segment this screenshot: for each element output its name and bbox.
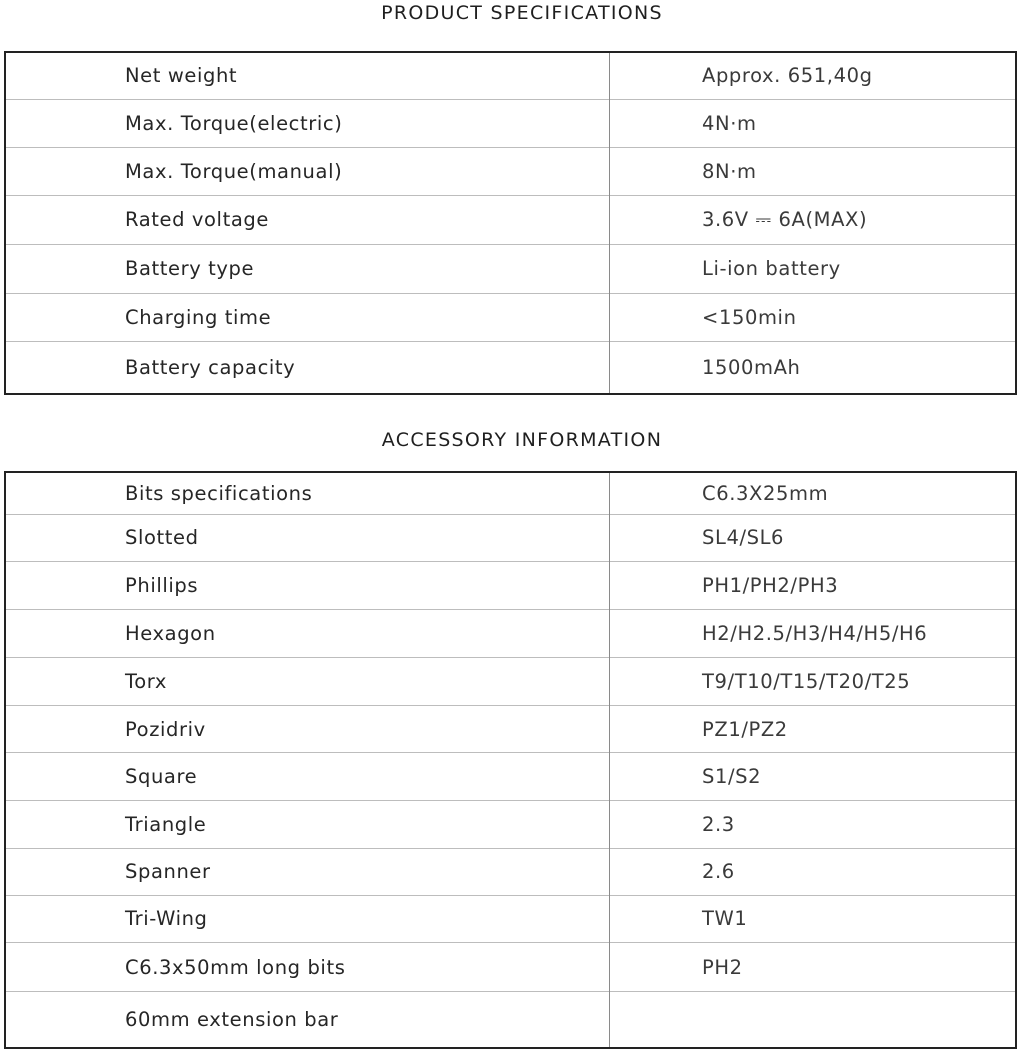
accessory-value: TW1 xyxy=(610,895,1017,942)
accessory-label: Spanner xyxy=(5,848,610,895)
accessory-label: Hexagon xyxy=(5,609,610,657)
accessory-value: 2.3 xyxy=(610,800,1017,848)
spec-value: 3.6V ⎓ 6A(MAX) xyxy=(610,196,1017,244)
accessory-label: Triangle xyxy=(5,800,610,848)
table-row xyxy=(5,992,1016,1048)
accessory-label: Bits specifications xyxy=(5,472,610,514)
table-row xyxy=(5,514,1016,561)
table-row xyxy=(5,99,1016,147)
product-specifications-table xyxy=(4,51,1017,395)
spec-label: Max. Torque(manual) xyxy=(5,148,610,196)
accessory-label: Square xyxy=(5,753,610,800)
accessory-label: Torx xyxy=(5,658,610,706)
table-row xyxy=(5,706,1016,753)
accessory-value: PH1/PH2/PH3 xyxy=(610,561,1017,609)
accessory-information-table xyxy=(4,471,1017,1049)
accessory-value: PH2 xyxy=(610,943,1017,992)
accessory-value xyxy=(610,992,1017,1048)
accessory-label: Slotted xyxy=(5,514,610,561)
spec-label: Battery type xyxy=(5,244,610,293)
table-row xyxy=(5,561,1016,609)
accessory-value: T9/T10/T15/T20/T25 xyxy=(610,658,1017,706)
accessory-label: Tri-Wing xyxy=(5,895,610,942)
spec-value: Approx. 651,40g xyxy=(702,64,873,88)
accessory-value: SL4/SL6 xyxy=(610,514,1017,561)
accessory-value: C6.3X25mm xyxy=(702,481,829,505)
table-row xyxy=(5,244,1016,293)
accessory-value: PZ1/PZ2 xyxy=(610,706,1017,753)
accessory-value: S1/S2 xyxy=(610,753,1017,800)
accessory-label: Phillips xyxy=(5,561,610,609)
table-row xyxy=(5,472,1016,514)
table-row xyxy=(5,52,1016,99)
table-row xyxy=(5,753,1016,800)
accessory-information-title: ACCESSORY INFORMATION xyxy=(381,429,663,451)
accessory-value: H2/H2.5/H3/H4/H5/H6 xyxy=(610,609,1017,657)
product-specifications-title: PRODUCT SPECIFICATIONS xyxy=(381,2,663,24)
table-row xyxy=(5,293,1016,341)
table-row xyxy=(5,848,1016,895)
table-row xyxy=(5,196,1016,244)
spec-value: <150min xyxy=(610,293,1017,341)
spec-value: 1500mAh xyxy=(610,342,1017,394)
spec-value: Li-ion battery xyxy=(610,244,1017,293)
spec-label: Rated voltage xyxy=(5,196,610,244)
table-row xyxy=(5,943,1016,992)
spec-label: Net weight xyxy=(5,52,610,99)
spec-value: 4N·m xyxy=(610,99,1017,147)
table-row xyxy=(5,895,1016,942)
spec-value: 8N·m xyxy=(610,148,1017,196)
spec-label: Max. Torque(electric) xyxy=(5,99,610,147)
table-row xyxy=(5,658,1016,706)
accessory-label: C6.3x50mm long bits xyxy=(5,943,610,992)
table-row xyxy=(5,148,1016,196)
table-row xyxy=(5,609,1016,657)
accessory-label: 60mm extension bar xyxy=(5,992,610,1048)
table-row xyxy=(5,342,1016,394)
accessory-value: 2.6 xyxy=(610,848,1017,895)
accessory-label: Pozidriv xyxy=(5,706,610,753)
spec-label: Battery capacity xyxy=(5,342,610,394)
table-row xyxy=(5,800,1016,848)
spec-label: Charging time xyxy=(5,293,610,341)
